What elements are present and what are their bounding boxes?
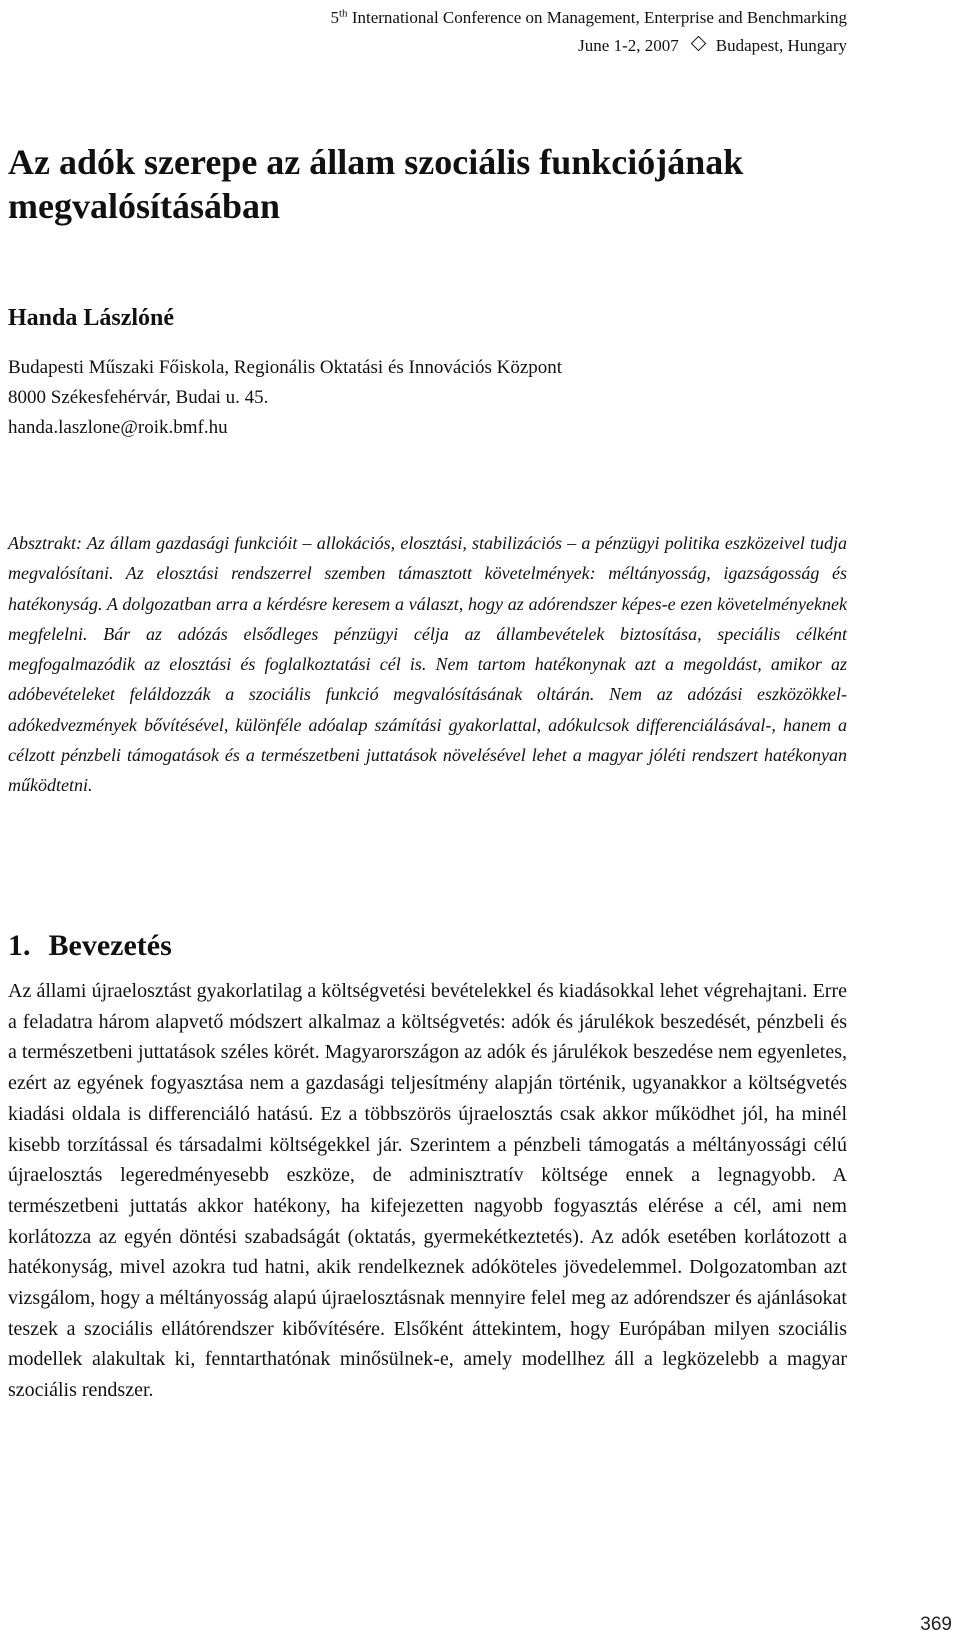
author-email: handa.laszlone@roik.bmf.hu (8, 417, 228, 438)
diamond-separator-icon (690, 36, 706, 52)
conference-number: 5 (330, 8, 339, 27)
author-affiliation (8, 353, 562, 443)
conference-place: Budapest, Hungary (715, 36, 847, 55)
page-number: 369 (920, 1614, 952, 1635)
abstract: Absztrakt: Az állam gazdasági funkcióit – allokációs, elosztási, stabilizációs – a pénzügyi politika eszközeivel tudja megvalósítani. Az elosztási rendszerrel szemben támasztott követelmények: méltányosság, igazságosság és hatékonyság. A dolgozatban arra a kérdésre keresem a választ, hogy az adórendszer képes-e ezen követelményeknek megfelelni. Bár az adózás elsődleges pénzügyi célja az állambevételek biztosítása, speciális célként megfogalmazódik az elosztási és foglalkoztatási cél is. Nem tartom hatékonynak azt a megoldást, amikor az adóbevételeket feláldozzák a szociális funkció megvalósításának oltárán. Nem az adózási eszközökkel-adókedvezmények bővítésével, különféle adóalap számítási gyakorlattal, adókulcsok differenciálásával-, hanem a célzott pénzbeli támogatások és a természetbeni juttatások növelésével lehet a magyar jóléti rendszert hatékonyan működtetni. (8, 533, 847, 796)
affiliation-address: 8000 Székesfehérvár, Budai u. 45. (8, 387, 269, 408)
conference-date: June 1-2, 2007 (578, 36, 679, 55)
author-name: Handa Lászlóné (8, 305, 175, 331)
paper-title: Az adók szerepe az állam szociális funkciójának megvalósításában (8, 142, 744, 226)
conference-date-place (147, 32, 847, 60)
conference-line (147, 4, 847, 32)
section-body-text: Az állami újraelosztást gyakorlatilag a költségvetési bevételekkel és kiadásokkal lehet végrehajtani. Erre a feladatra három alapvető módszert alkalmaz a költségvetés: adók és járulékok beszedését, pénzbeli és a természetbeni juttatások széles körét. Magyarországon az adók és járulékok beszedése nem egyenletes, ezért az egyének fogyasztása nem a gazdasági teljesítmény alapján történik, ugyanakkor a költségvetés kiadási oldala is differenciáló hatású. Ez a többszörös újraelosztás csak akkor működhet jól, ha minél kisebb torzítással és társadalmi költségekkel jár. Szerintem a pénzbeli támogatás a méltányossági célú újraelosztás legeredményesebb eszköze, de adminisztratív költsége ennek a legnagyobb. A természetbeni juttatás akkor hatékony, ha kifejezetten nagyobb fogyasztás elérése a cél, ami nem korlátozza az egyén döntési szabadságát (oktatás, gyermekétkeztetés). Az adók esetében korlátozott a hatékonyság, mivel azokra tud hatni, akik rendelkeznek adóköteles jövedelemmel. Dolgozatomban azt vizsgálom, hogy a méltányosság alapú újraelosztásnak mennyire felel meg az adórendszer és ajánlásokat teszek a szociális ellátórendszer kibővítésére. Elsőként áttekintem, hogy Európában milyen szociális modellek alakultak ki, fenntarthatónak minősülnek-e, amely modellhez áll a legközelebb a magyar szociális rendszer. (8, 980, 847, 1402)
section-number: 1. (8, 929, 31, 962)
conference-title: International Conference on Management, Enterprise and Benchmarking (351, 8, 847, 27)
section-title: Bevezetés (48, 929, 172, 962)
conference-header (147, 4, 847, 60)
conference-number-suffix: th (339, 7, 348, 20)
section-heading (8, 929, 172, 963)
affiliation-institution: Budapesti Műszaki Főiskola, Regionális Oktatási és Innovációs Központ (8, 357, 563, 378)
